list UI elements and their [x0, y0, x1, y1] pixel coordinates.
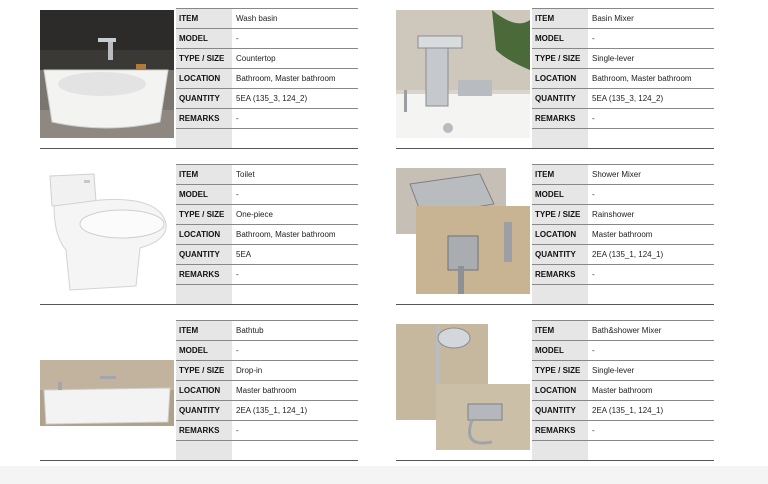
label-item: ITEM [532, 9, 588, 28]
label-remarks: REMARKS [532, 265, 588, 284]
value-type-size: Rainshower [592, 210, 635, 219]
spec-table [532, 164, 714, 304]
spec-table [532, 8, 714, 148]
value-type-size: Single-lever [592, 366, 635, 375]
label-remarks: REMARKS [176, 265, 232, 284]
value-remarks: - [592, 114, 595, 123]
label-item: ITEM [176, 321, 232, 340]
label-type-size: TYPE / SIZE [532, 361, 588, 380]
value-quantity: 2EA (135_1, 124_1) [592, 406, 664, 415]
label-type-size: TYPE / SIZE [176, 205, 232, 224]
value-model: - [592, 34, 595, 43]
value-model: - [236, 346, 239, 355]
value-model: - [592, 346, 595, 355]
label-item: ITEM [176, 9, 232, 28]
label-type-size: TYPE / SIZE [176, 361, 232, 380]
value-quantity: 5EA (135_3, 124_2) [592, 94, 664, 103]
label-quantity: QUANTITY [532, 401, 588, 420]
value-location: Bathroom, Master bathroom [236, 230, 336, 239]
value-item: Bath&shower Mixer [592, 326, 662, 335]
label-model: MODEL [532, 29, 588, 48]
value-quantity: 5EA (135_3, 124_2) [236, 94, 308, 103]
divider [396, 304, 714, 305]
product-card-shower-mixer [396, 164, 714, 310]
value-item: Toilet [236, 170, 255, 179]
label-remarks: REMARKS [532, 109, 588, 128]
shower-mixer-photo [396, 166, 530, 294]
bathtub-photo [40, 322, 174, 450]
value-remarks: - [592, 270, 595, 279]
label-quantity: QUANTITY [176, 245, 232, 264]
product-card-bath-shower-mixer [396, 320, 714, 466]
label-remarks: REMARKS [176, 109, 232, 128]
label-quantity: QUANTITY [532, 245, 588, 264]
product-card-toilet [40, 164, 358, 310]
value-type-size: Countertop [236, 54, 276, 63]
value-remarks: - [592, 426, 595, 435]
divider [396, 460, 714, 461]
label-model: MODEL [176, 341, 232, 360]
blank-row [176, 128, 358, 148]
value-quantity: 2EA (135_1, 124_1) [592, 250, 664, 259]
value-remarks: - [236, 270, 239, 279]
basin-mixer-photo [396, 10, 530, 138]
value-model: - [236, 190, 239, 199]
label-quantity: QUANTITY [176, 89, 232, 108]
label-location: LOCATION [176, 69, 232, 88]
divider [40, 148, 358, 149]
blank-row [532, 284, 714, 304]
blank-row [532, 128, 714, 148]
label-remarks: REMARKS [532, 421, 588, 440]
divider [40, 460, 358, 461]
value-item: Bathtub [236, 326, 264, 335]
value-item: Basin Mixer [592, 14, 634, 23]
value-type-size: Drop-in [236, 366, 263, 375]
label-type-size: TYPE / SIZE [176, 49, 232, 68]
value-type-size: Single-lever [592, 54, 635, 63]
value-location: Master bathroom [592, 386, 653, 395]
product-card-basin-mixer [396, 8, 714, 154]
label-model: MODEL [532, 185, 588, 204]
label-model: MODEL [532, 341, 588, 360]
label-type-size: TYPE / SIZE [532, 205, 588, 224]
spec-table [176, 320, 358, 460]
wash-basin-photo [40, 10, 174, 138]
label-item: ITEM [176, 165, 232, 184]
divider [40, 304, 358, 305]
value-location: Master bathroom [236, 386, 297, 395]
value-model: - [592, 190, 595, 199]
value-remarks: - [236, 114, 239, 123]
value-location: Master bathroom [592, 230, 653, 239]
label-location: LOCATION [532, 225, 588, 244]
label-location: LOCATION [176, 381, 232, 400]
blank-row [532, 440, 714, 460]
value-item: Wash basin [236, 14, 278, 23]
value-type-size: One-piece [236, 210, 273, 219]
label-location: LOCATION [176, 225, 232, 244]
bath-shower-mixer-photo [396, 322, 530, 450]
label-item: ITEM [532, 321, 588, 340]
page-footer-band [0, 466, 768, 484]
blank-row [176, 284, 358, 304]
label-model: MODEL [176, 185, 232, 204]
product-card-bathtub [40, 320, 358, 466]
label-type-size: TYPE / SIZE [532, 49, 588, 68]
value-quantity: 5EA [236, 250, 252, 259]
blank-row [176, 440, 358, 460]
value-quantity: 2EA (135_1, 124_1) [236, 406, 308, 415]
label-model: MODEL [176, 29, 232, 48]
label-quantity: QUANTITY [532, 89, 588, 108]
value-location: Bathroom, Master bathroom [592, 74, 692, 83]
value-item: Shower Mixer [592, 170, 641, 179]
value-remarks: - [236, 426, 239, 435]
divider [396, 148, 714, 149]
product-card-wash-basin [40, 8, 358, 154]
label-remarks: REMARKS [176, 421, 232, 440]
label-item: ITEM [532, 165, 588, 184]
label-location: LOCATION [532, 69, 588, 88]
label-location: LOCATION [532, 381, 588, 400]
spec-table [532, 320, 714, 460]
toilet-photo [40, 166, 174, 294]
label-quantity: QUANTITY [176, 401, 232, 420]
value-location: Bathroom, Master bathroom [236, 74, 336, 83]
spec-table [176, 8, 358, 148]
value-model: - [236, 34, 239, 43]
spec-table [176, 164, 358, 304]
